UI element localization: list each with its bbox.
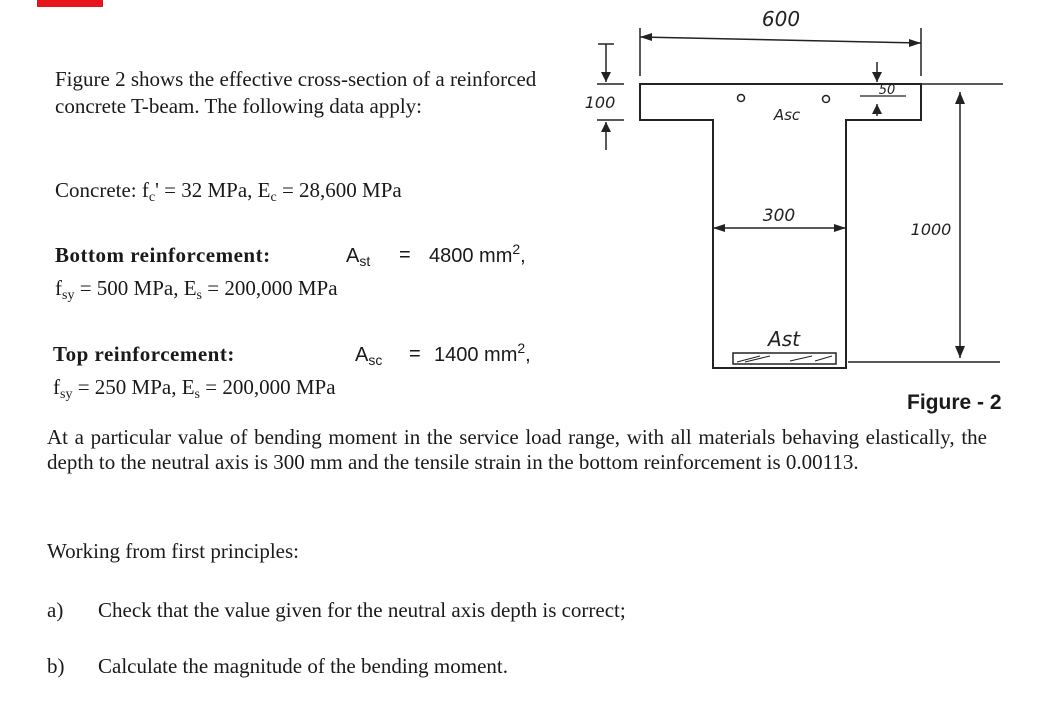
working-heading: Working from first principles:: [47, 539, 300, 563]
figure-caption: Figure - 2: [907, 391, 1002, 414]
flange-depth-label: 100: [584, 93, 616, 112]
top-area-symbol: $A_{sc}$: [355, 344, 383, 368]
top-area-value: 1400 $mm^2$,: [434, 340, 531, 366]
flange-width-dim-line: [640, 37, 921, 43]
asc-label: Asc: [773, 106, 801, 124]
concrete-line: Concrete: $f_c' = 32$ MPa, $E_c = 28,600$ MPa: [55, 178, 402, 205]
question-a-marker: a): [47, 598, 64, 622]
top-reinforcement-label: Top reinforcement:: [53, 342, 235, 366]
cover-label: 50: [878, 83, 896, 98]
bottom-area-symbol: $A_{st}$: [346, 245, 371, 269]
total-depth-label: 1000: [910, 220, 952, 239]
asc-bar-right: [823, 96, 830, 103]
problem-paragraph: At a particular value of bending moment in the service load range, with all materials behaving elastically, the depth to the neutral axis is 300 mm and the tensile strain in the bottom reinforcement is 0.00113.: [47, 425, 987, 474]
concrete-label: Concrete: f: [55, 178, 149, 202]
question-a-text: Check that the value given for the neutral axis depth is correct;: [98, 598, 626, 622]
bottom-area-value: 4800 $mm^2$,: [429, 241, 526, 267]
top-equals: =: [409, 343, 421, 365]
web-width-label: 300: [762, 206, 796, 226]
bottom-equals: =: [399, 244, 411, 266]
ast-label: Ast: [768, 327, 800, 351]
tbeam-outline: [640, 84, 921, 368]
bottom-reinforcement-label: Bottom reinforcement:: [55, 243, 271, 267]
asc-bar-left: [738, 95, 745, 102]
bottom-properties: $f_{sy} = 500$ MPa, $E_s = 200,000$ MPa: [55, 276, 338, 303]
top-properties: $f_{sy} = 250$ MPa, $E_s = 200,000$ MPa: [53, 375, 336, 402]
question-b-text: Calculate the magnitude of the bending moment.: [98, 654, 508, 678]
question-b-marker: b): [47, 654, 65, 678]
flange-width-label: 600: [761, 7, 801, 31]
intro-text: Figure 2 shows the effective cross-section of a reinforced concrete T-beam. The following data apply:: [55, 67, 537, 118]
